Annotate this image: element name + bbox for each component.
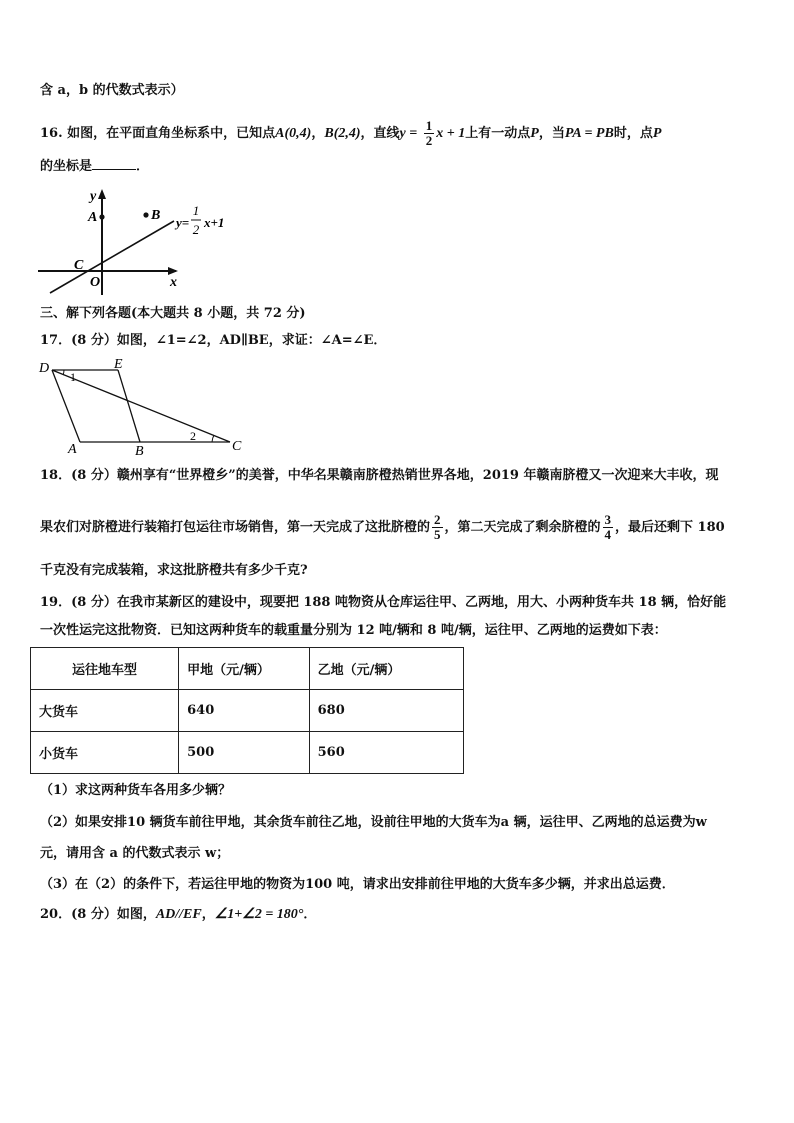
point-a-label: A — [68, 442, 77, 456]
separator: ， — [311, 126, 325, 141]
question-20-prefix: 20．(8 分）如图， — [40, 907, 156, 922]
question-19-part-2-line-2: 元，请用含 a 的代数式表示 w； — [40, 846, 230, 861]
question-18-line-2 — [40, 513, 725, 542]
figure-16-coordinate-plane — [30, 185, 250, 300]
parallel-statement: AD//EF — [155, 907, 202, 922]
point-b-label: B — [135, 444, 144, 456]
question-19-part-1: （1）求这两种货车各用多少辆？ — [40, 783, 232, 798]
question-19-line-1: 19．(8 分）在我市某新区的建设中，现要把 188 吨物资从仓库运往甲、乙两地，用大、小两种货车共 18 辆，恰好能 — [40, 595, 727, 610]
question-18-text-c: ，最后还剩下 180 — [615, 520, 725, 535]
line-label-rest: x+1 — [204, 215, 225, 230]
fraction-denominator: 5 — [434, 527, 441, 542]
fraction-denominator: 2 — [425, 133, 433, 148]
question-16-text-5: 时，点 — [613, 126, 653, 141]
point-b-coordinates: B(2,4) — [324, 126, 361, 141]
question-18-text-a: 果农们对脐橙进行装箱打包运往市场销售，第一天完成了这批脐橙的 — [40, 520, 431, 535]
fraction-numerator: 2 — [434, 512, 441, 527]
question-18-line-3: 千克没有完成装箱，求这批脐橙共有多少千克? — [40, 563, 308, 578]
question-16-number: 16. — [40, 126, 63, 141]
segment-dc — [52, 370, 230, 442]
segment-eb — [118, 370, 140, 442]
table-cell: 560 — [309, 732, 463, 774]
angle-sum-statement: ∠1+∠2 = 180° — [214, 907, 304, 922]
table-cell: 乙地（元/辆） — [309, 648, 463, 690]
angle-2-arc — [212, 435, 214, 442]
point-d-label: D — [39, 361, 50, 376]
separator: ， — [201, 907, 215, 922]
point-b-dot — [143, 212, 148, 217]
angle-1-label: 1 — [70, 370, 76, 384]
fraction-two-fifths — [432, 513, 443, 542]
point-a-label: A — [88, 210, 98, 225]
line-equation-rhs: x + 1 — [436, 126, 466, 141]
freight-cost-table — [30, 647, 464, 774]
table-cell: 甲地（元/辆） — [179, 648, 310, 690]
line-label-denominator: 2 — [192, 222, 200, 237]
table-cell: 大货车 — [31, 690, 179, 732]
question-16-text-4: ，当 — [538, 126, 565, 141]
fraction-denominator: 4 — [604, 527, 612, 542]
figure-17-geometry — [30, 356, 260, 456]
table-cell: 680 — [309, 690, 463, 732]
table-header-row — [31, 648, 464, 690]
line-label-numerator: 1 — [192, 203, 200, 218]
point-p-2: P — [652, 126, 662, 141]
point-p: P — [530, 126, 539, 141]
question-20-text — [40, 906, 316, 924]
question-19-line-2: 一次性运完这批物资．已知这两种货车的载重量分别为 12 吨/辆和 8 吨/辆，运往甲、乙两地的运费如下表： — [40, 623, 667, 638]
question-16-period: ． — [136, 159, 150, 174]
line-equation-lhs: y = — [399, 126, 418, 141]
fraction-three-fourths — [603, 513, 614, 542]
line-slope-fraction — [424, 119, 435, 148]
question-16-line-1 — [40, 119, 661, 148]
fraction-numerator: 3 — [604, 512, 612, 527]
table-row — [31, 690, 464, 732]
point-c-label: C — [232, 439, 242, 454]
answer-blank — [92, 157, 136, 170]
y-axis-label: y — [90, 189, 97, 204]
angle-2-label: 2 — [190, 429, 196, 443]
line-graph — [50, 221, 174, 293]
point-e-label: E — [114, 357, 123, 372]
question-16-text-6: 的坐标是 — [40, 159, 93, 174]
point-b-label: B — [151, 208, 161, 223]
pa-equals-pb: PA = PB — [564, 126, 614, 141]
table-cell: 运往地车型 — [31, 648, 179, 690]
question-19-part-3: （3）在（2）的条件下，若运往甲地的物资为100 吨，请求出安排前往甲地的大货车多少辆，并求出总运费． — [40, 877, 675, 892]
x-axis-arrow-icon — [168, 267, 178, 275]
question-17-text: 17．(8 分）如图，∠1=∠2，AD∥BE，求证：∠A=∠E． — [40, 333, 387, 348]
line-label: y= — [176, 215, 190, 230]
question-16-text-2: ，直线 — [360, 126, 400, 141]
question-16-line-2 — [40, 157, 149, 176]
origin-label: O — [90, 275, 101, 290]
table-cell: 640 — [179, 690, 310, 732]
point-c-label: C — [74, 258, 84, 273]
table-row — [31, 732, 464, 774]
question-16-text-3: 上有一动点 — [465, 126, 531, 141]
x-axis-label: x — [170, 275, 177, 290]
y-axis-arrow-icon — [98, 189, 106, 199]
table-cell: 小货车 — [31, 732, 179, 774]
table-cell: 500 — [179, 732, 310, 774]
question-18-line-1: 18．(8 分）赣州享有“世界橙乡”的美誉，中华名果赣南脐橙热销世界各地，2019 年赣南脐橙又一次迎来大丰收，现 — [40, 468, 719, 483]
question-18-text-b: ，第二天完成了剩余脐橙的 — [444, 520, 601, 535]
question-16-text: 如图，在平面直角坐标系中，已知点 — [67, 126, 276, 141]
fraction-numerator: 1 — [425, 118, 433, 133]
question-15-tail: 含 a，b 的代数式表示） — [40, 83, 184, 98]
point-a-coordinates: A(0,4) — [275, 126, 312, 141]
question-19-part-2-line-1: （2）如果安排10 辆货车前往甲地，其余货车前往乙地，设前往甲地的大货车为a 辆，运往甲、乙两地的总运费为w — [40, 815, 707, 830]
question-20-period: ． — [303, 907, 317, 922]
section-3-heading: 三、解下列各题(本大题共 8 小题，共 72 分) — [40, 306, 306, 321]
point-a-dot — [99, 214, 104, 219]
